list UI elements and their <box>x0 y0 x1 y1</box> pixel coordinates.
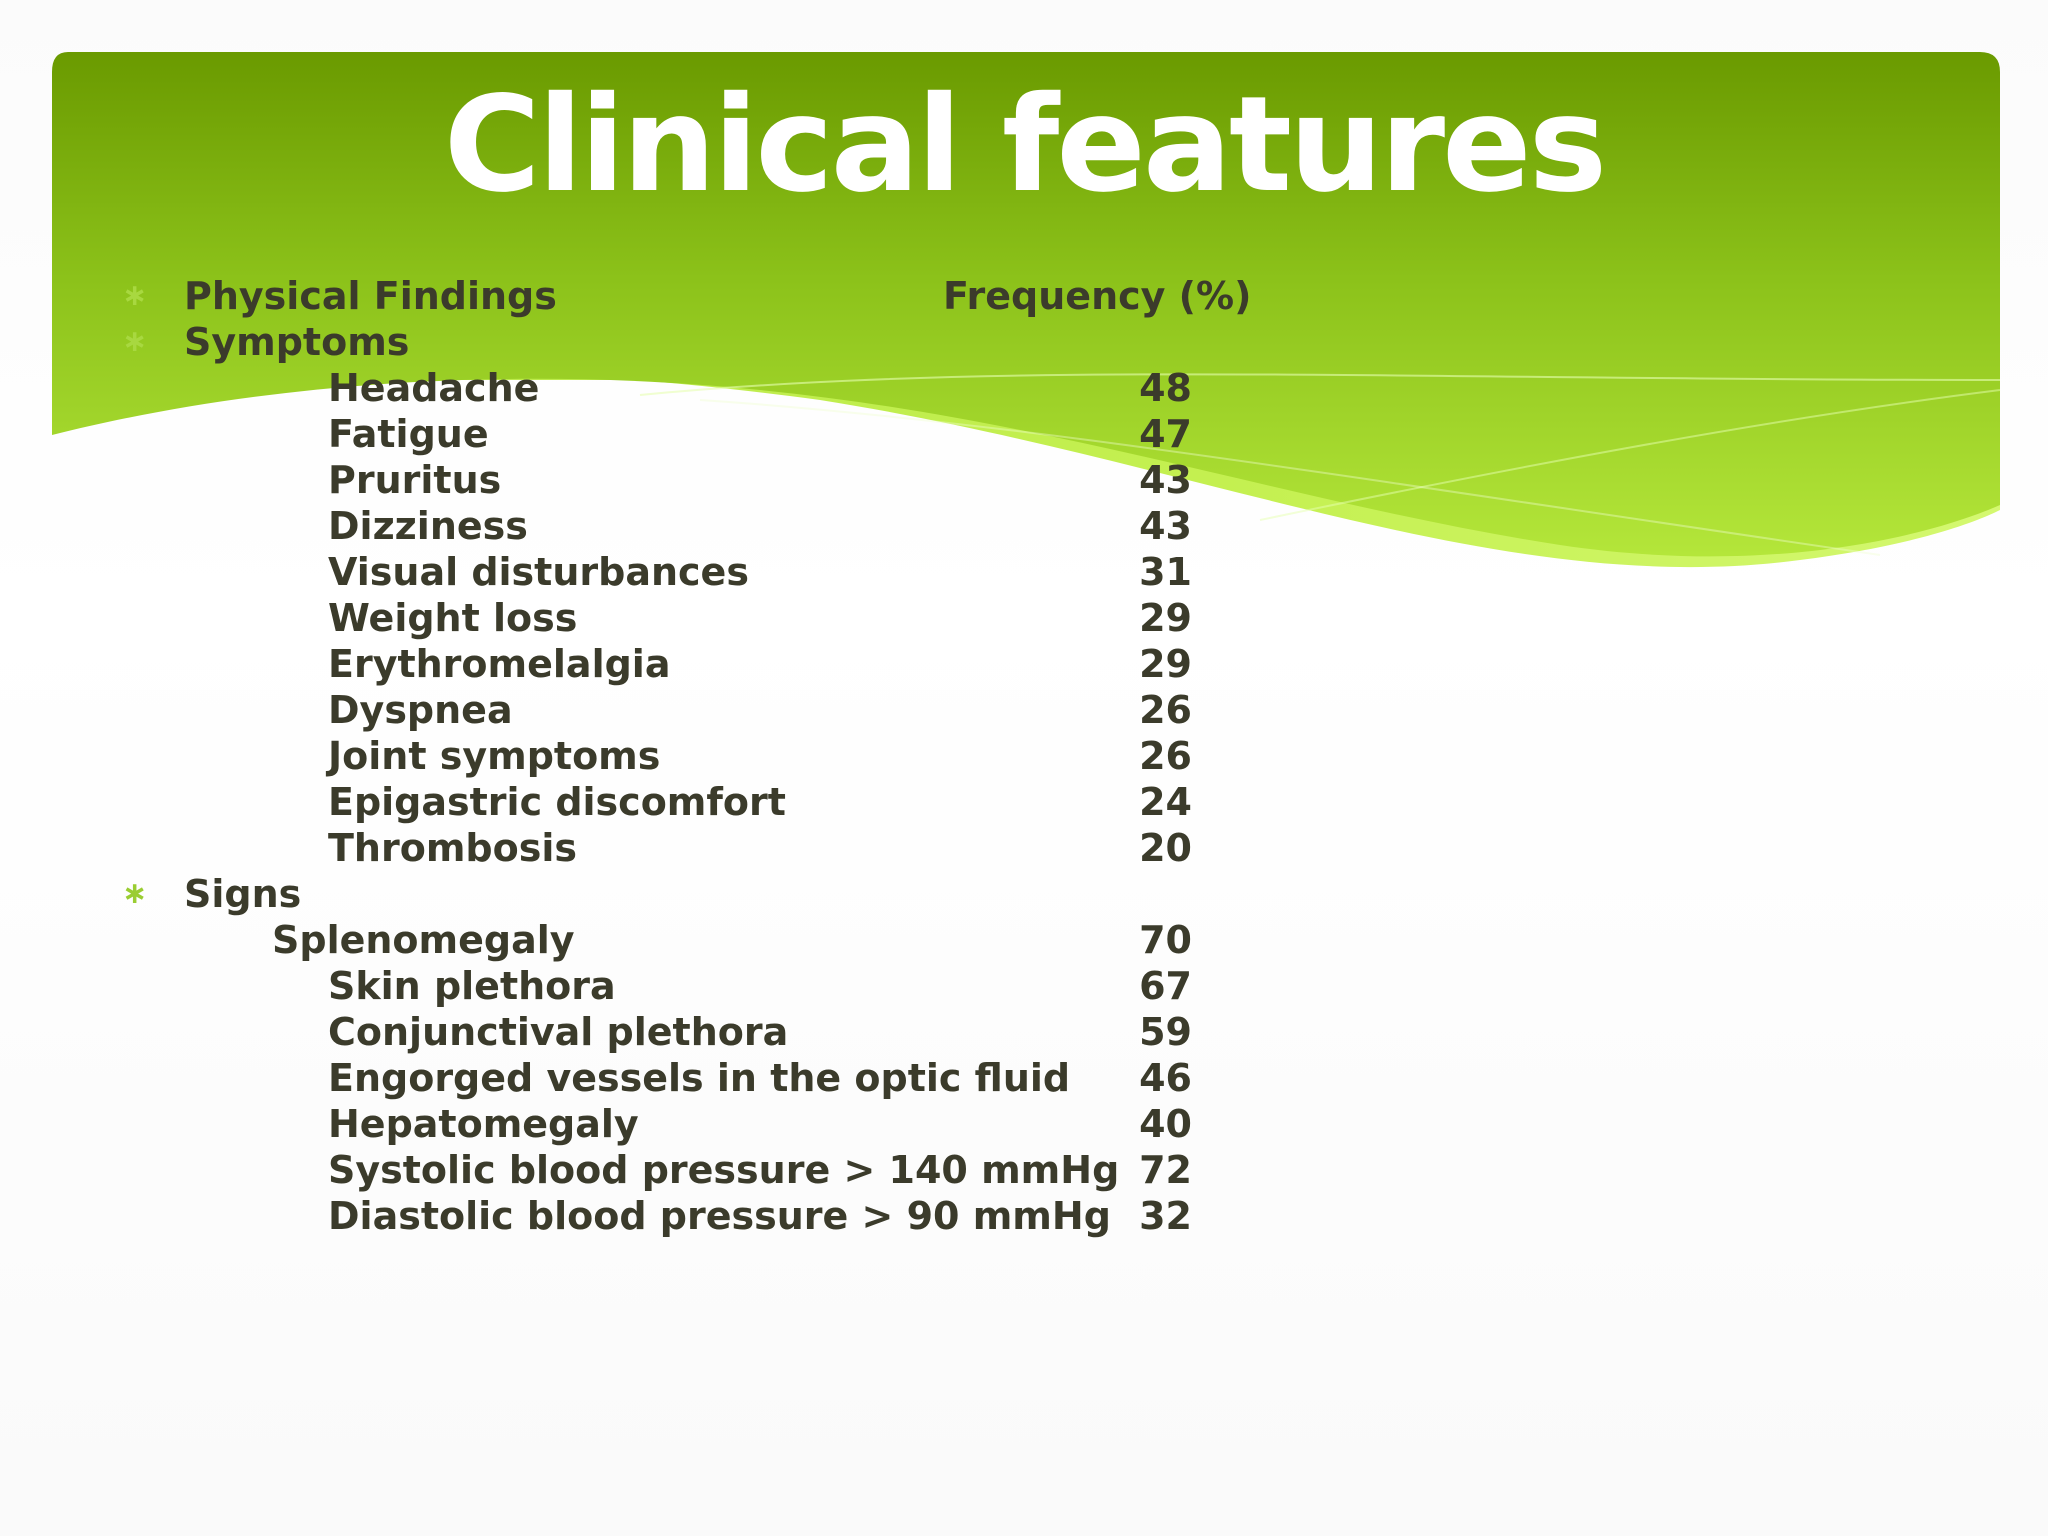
sign-item-value: 40 <box>1139 1102 1192 1146</box>
sign-item-name: Diastolic blood pressure > 90 mmHg <box>328 1194 1111 1238</box>
sign-item-value: 59 <box>1139 1010 1192 1054</box>
symptom-item-name: Erythromelalgia <box>328 642 671 686</box>
symptom-item-value: 29 <box>1139 642 1192 686</box>
symptom-item-value: 31 <box>1139 550 1192 594</box>
symptom-item-name: Dyspnea <box>328 688 513 732</box>
sign-item-name: Splenomegaly <box>272 918 575 962</box>
symptom-item-name: Dizziness <box>328 504 528 548</box>
symptom-item-name: Headache <box>328 366 540 410</box>
sign-item-value: 70 <box>1139 918 1192 962</box>
sign-item-name: Skin plethora <box>328 964 616 1008</box>
symptom-item-value: 20 <box>1139 826 1192 870</box>
symptom-item-value: 43 <box>1139 458 1192 502</box>
symptom-item-name: Thrombosis <box>328 826 577 870</box>
symptom-item-value: 48 <box>1139 366 1192 410</box>
sign-item-name: Conjunctival plethora <box>328 1010 789 1054</box>
symptom-item-value: 24 <box>1139 780 1192 824</box>
symptom-item-name: Pruritus <box>328 458 502 502</box>
sign-item-value: 72 <box>1139 1148 1192 1192</box>
slide-title: Clinical features <box>443 68 1605 222</box>
symptom-item-value: 26 <box>1139 734 1192 778</box>
symptom-item-name: Epigastric discomfort <box>328 780 786 824</box>
symptom-item-name: Joint symptoms <box>328 734 661 778</box>
bullet-icon: ∗ <box>122 278 148 313</box>
sign-item-name: Engorged vessels in the optic fluid <box>328 1056 1071 1100</box>
sign-item-name: Hepatomegaly <box>328 1102 639 1146</box>
physical-findings-heading: Physical Findings <box>184 274 557 318</box>
symptom-item-name: Fatigue <box>328 412 489 456</box>
symptom-item-value: 29 <box>1139 596 1192 640</box>
bullet-icon: ∗ <box>122 876 148 911</box>
bullet-icon: ∗ <box>122 324 148 359</box>
symptom-item-value: 43 <box>1139 504 1192 548</box>
symptom-item-name: Weight loss <box>328 596 578 640</box>
symptoms-heading: Symptoms <box>184 320 410 364</box>
frequency-heading: Frequency (%) <box>943 274 1252 318</box>
sign-item-value: 67 <box>1139 964 1192 1008</box>
symptom-item-name: Visual disturbances <box>328 550 749 594</box>
symptom-item-value: 47 <box>1139 412 1192 456</box>
sign-item-value: 32 <box>1139 1194 1192 1238</box>
sign-item-name: Systolic blood pressure > 140 mmHg <box>328 1148 1120 1192</box>
symptom-item-value: 26 <box>1139 688 1192 732</box>
sign-item-value: 46 <box>1139 1056 1192 1100</box>
signs-heading: Signs <box>184 872 302 916</box>
